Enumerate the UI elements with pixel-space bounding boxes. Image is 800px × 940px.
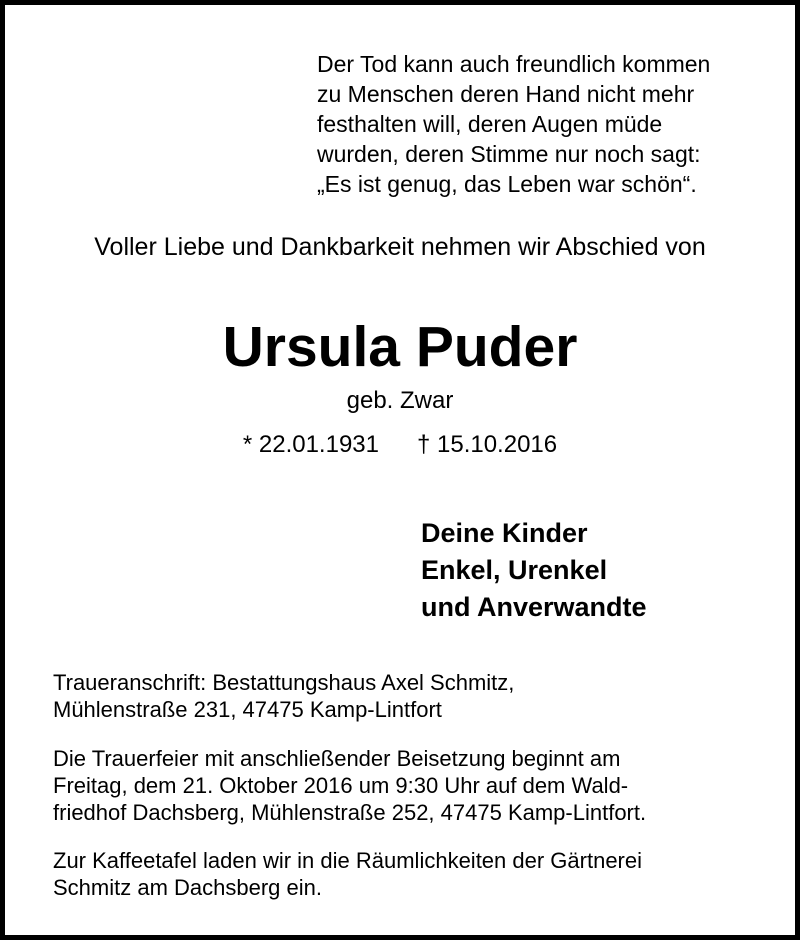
- ceremony-line: Die Trauerfeier mit anschließender Beisetzung beginnt am: [53, 746, 621, 771]
- mourner-line: Deine Kinder: [421, 518, 588, 548]
- ceremony-line: Freitag, dem 21. Oktober 2016 um 9:30 Uhr auf dem Wald-: [53, 773, 629, 798]
- funeral-ceremony-info: [53, 745, 773, 826]
- address-line: Traueranschrift: Bestattungshaus Axel Schmitz,: [53, 670, 515, 695]
- address-line: Mühlenstraße 231, 47475 Kamp-Lintfort: [53, 697, 442, 722]
- mourner-line: Enkel, Urenkel: [421, 555, 608, 585]
- poem-line: zu Menschen deren Hand nicht mehr: [317, 81, 695, 107]
- maiden-name: geb. Zwar: [346, 387, 454, 414]
- memorial-poem: [317, 49, 777, 199]
- coffee-line: Zur Kaffeetafel laden wir in die Räumlichkeiten der Gärtnerei: [53, 848, 643, 873]
- poem-line: festhalten will, deren Augen müde: [317, 111, 663, 137]
- farewell-intro: Voller Liebe und Dankbarkeit nehmen wir Abschied von: [94, 233, 706, 261]
- ceremony-line: friedhof Dachsberg, Mühlenstraße 252, 47475 Kamp-Lintfort.: [53, 800, 647, 825]
- poem-line: „Es ist genug, das Leben war schön“.: [317, 171, 697, 197]
- birth-date: * 22.01.1931: [242, 431, 379, 458]
- coffee-line: Schmitz am Dachsberg ein.: [53, 875, 322, 900]
- mourners-list: [421, 515, 647, 626]
- deceased-name: Ursula Puder: [222, 315, 578, 379]
- death-date: † 15.10.2016: [416, 431, 558, 458]
- poem-line: wurden, deren Stimme nur noch sagt:: [317, 141, 701, 167]
- mourner-line: und Anverwandte: [421, 592, 647, 622]
- poem-line: Der Tod kann auch freundlich kommen: [317, 51, 711, 77]
- life-dates: [5, 429, 795, 461]
- mourning-address: [53, 669, 773, 723]
- coffee-reception-info: [53, 847, 773, 901]
